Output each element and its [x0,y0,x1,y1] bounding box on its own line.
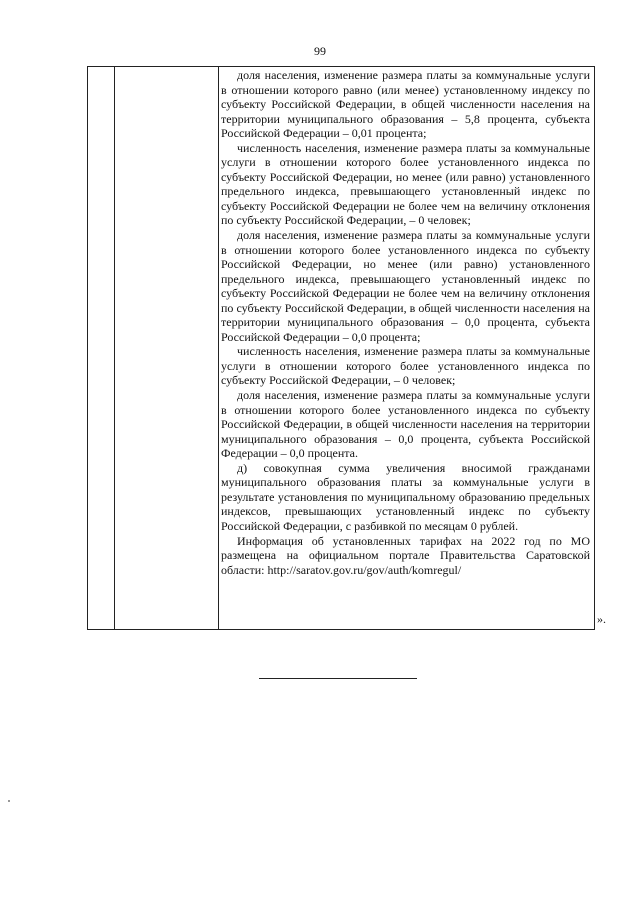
paragraph-population-share-up-to-limit: доля населения, изменение размера платы за коммунальные услуги в отношении которого более установленного индекса по субъекту Российской Федерации, но менее (или равно) установленного предельного индекса, превышающего установленный индекс по субъекту Российской Федерации не более чем на величину отклонения по субъекту Российской Федерации, в общей численности населения на территории муниципального образования – 0,0 процента, субъекта Российской Федерации – 0,0 процента; [221,228,590,344]
paragraph-total-payment-increase: д) совокупная сумма увеличения вносимой гражданами муниципального образования платы за коммунальные услуги в результате установления по муниципальному образованию предельных индексов, превышающих установленный индекс по субъекту Российской Федерации, с разбивкой по месяцам 0 рублей. [221,460,590,533]
table-content-cell [221,68,590,577]
table-column-divider-1 [114,67,115,629]
document-table [87,66,595,630]
paragraph-population-count-up-to-limit: численность населения, изменение размера платы за коммунальные услуги в отношении которого более установленного индекса по субъекту Российской Федерации, но менее (или равно) установленного предельного индекса, превышающего установленный индекс по субъекту Российской Федерации не более чем на величину отклонения по субъекту Российской Федерации, – 0 человек; [221,140,590,228]
paragraph-population-share-within-index: доля населения, изменение размера платы за коммунальные услуги в отношении которого равно (или менее) установленному индексу по субъекту Российской Федерации, в общей численности населения на территории муниципального образования – 5,8 процента, субъекта Российской Федерации – 0,01 процента; [221,68,590,141]
paragraph-population-count-above-index: численность населения, изменение размера платы за коммунальные услуги в отношении которого более установленного индекса по субъекту Российской Федерации, – 0 человек; [221,344,590,388]
paragraph-tariff-info-link: Информация об установленных тарифах на 2022 год по МО размещена на официальном портале Правительства Саратовской области: http://saratov.gov.ru/gov/auth/komregul/ [221,533,590,577]
closing-quote: ». [597,612,606,626]
table-column-divider-2 [218,67,219,629]
paragraph-population-share-above-index: доля населения, изменение размера платы за коммунальные услуги в отношении которого более установленного индекса по субъекту Российской Федерации, в общей численности населения на территории муниципального образования – 0,0 процента, субъекта Российской Федерации – 0,0 процента. [221,388,590,461]
scan-speck [8,800,10,802]
page-number: 99 [314,44,326,58]
separator-line [259,678,417,679]
